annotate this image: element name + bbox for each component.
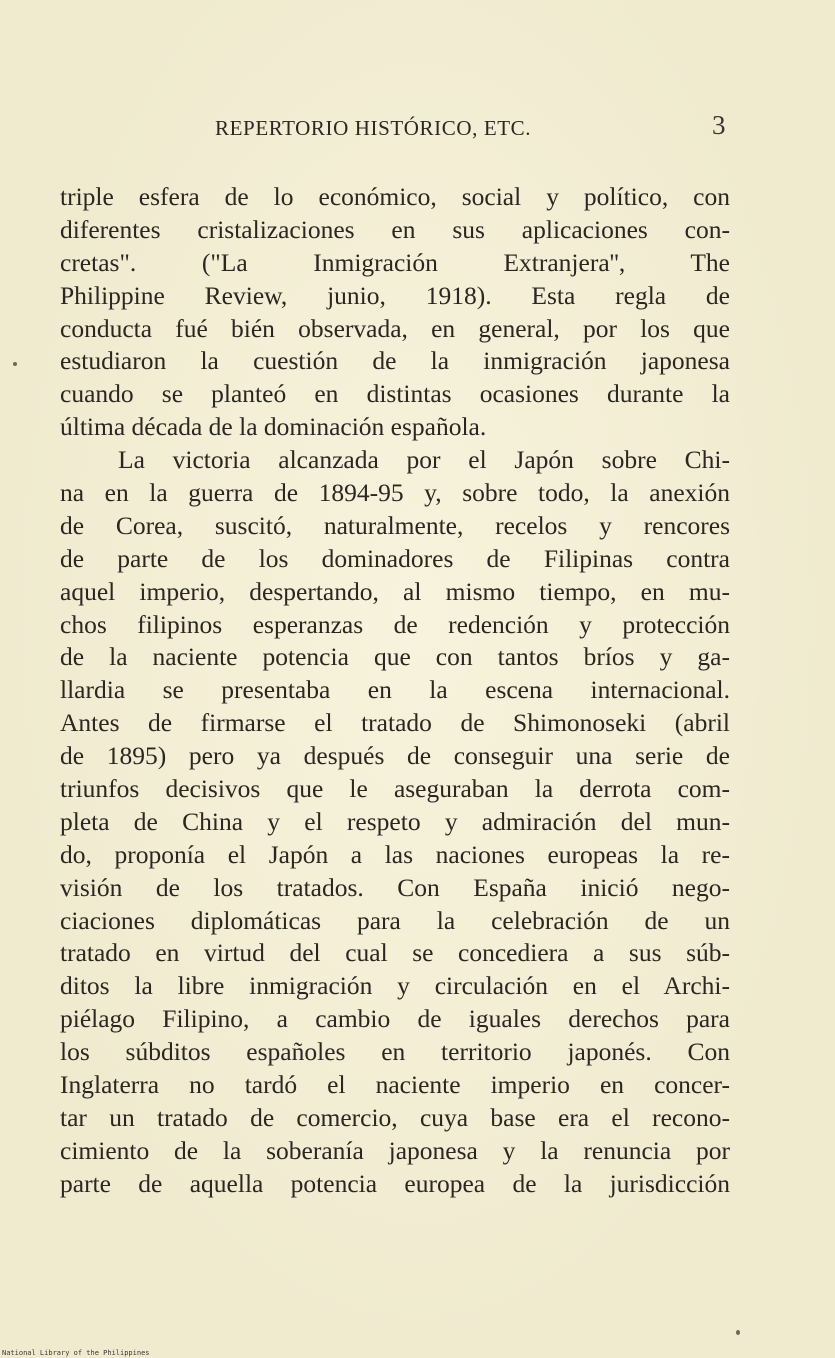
running-header [0, 110, 835, 144]
library-credit: National Library of the Philippines [2, 1349, 150, 1357]
text-line: de Corea, suscitó, naturalmente, recelos y rencores [60, 510, 730, 540]
text-line: aquel imperio, despertando, al mismo tiempo, en mu- [60, 576, 730, 606]
page-number: 3 [712, 110, 726, 140]
text-line: La victoria alcanzada por el Japón sobre Chi- [118, 445, 730, 475]
text-line: tratado en virtud del cual se concediera a sus súb- [60, 938, 730, 968]
text-line: na en la guerra de 1894-95 y, sobre todo, la anexión [60, 478, 730, 508]
text-line: Philippine Review, junio, 1918). Esta regla de [60, 280, 730, 310]
text-line: triunfos decisivos que le aseguraban la derrota com- [60, 774, 730, 804]
text-line: ciaciones diplomáticas para la celebración de un [60, 905, 730, 935]
body-text [60, 181, 730, 1201]
text-line: de parte de los dominadores de Filipinas contra [60, 543, 730, 573]
text-line: de 1895) pero ya después de conseguir una serie de [60, 741, 730, 771]
text-line: conducta fué bién observada, en general, por los que [60, 313, 730, 343]
text-line: los súbditos españoles en territorio japonés. Con [60, 1037, 730, 1067]
text-line: Antes de firmarse el tratado de Shimonoseki (abril [60, 708, 730, 738]
text-line: diferentes cristalizaciones en sus aplicaciones con- [60, 214, 730, 244]
text-line: visión de los tratados. Con España inició nego- [60, 872, 730, 902]
text-line: triple esfera de lo económico, social y político, con [60, 182, 730, 211]
text-line: chos filipinos esperanzas de redención y protección [60, 609, 730, 639]
text-line: parte de aquella potencia europea de la jurisdicción [60, 1168, 730, 1198]
scan-speck [13, 362, 17, 366]
text-line: de la naciente potencia que con tantos bríos y ga- [60, 642, 730, 672]
text-line: do, proponía el Japón a las naciones europeas la re- [60, 839, 730, 869]
text-line: cuando se planteó en distintas ocasiones durante la [60, 379, 730, 409]
text-line: última década de la dominación española. [60, 412, 487, 442]
text-line: llardia se presentaba en la escena internacional. [60, 675, 730, 705]
text-line: tar un tratado de comercio, cuya base era el recono- [60, 1102, 730, 1132]
text-line: ditos la libre inmigración y circulación en el Archi- [60, 971, 730, 1001]
text-line: Inglaterra no tardó el naciente imperio en concer- [60, 1070, 730, 1100]
text-line: estudiaron la cuestión de la inmigración japonesa [60, 346, 730, 376]
text-line: cimiento de la soberanía japonesa y la renuncia por [60, 1135, 730, 1165]
text-line: cretas". ("La Inmigración Extranjera'', The [60, 247, 730, 277]
scan-speck [736, 1330, 740, 1335]
running-title: REPERTORIO HISTÓRICO, ETC. [215, 116, 532, 140]
text-line: pleta de China y el respeto y admiración del mun- [60, 806, 730, 836]
text-line: piélago Filipino, a cambio de iguales derechos para [60, 1004, 730, 1034]
